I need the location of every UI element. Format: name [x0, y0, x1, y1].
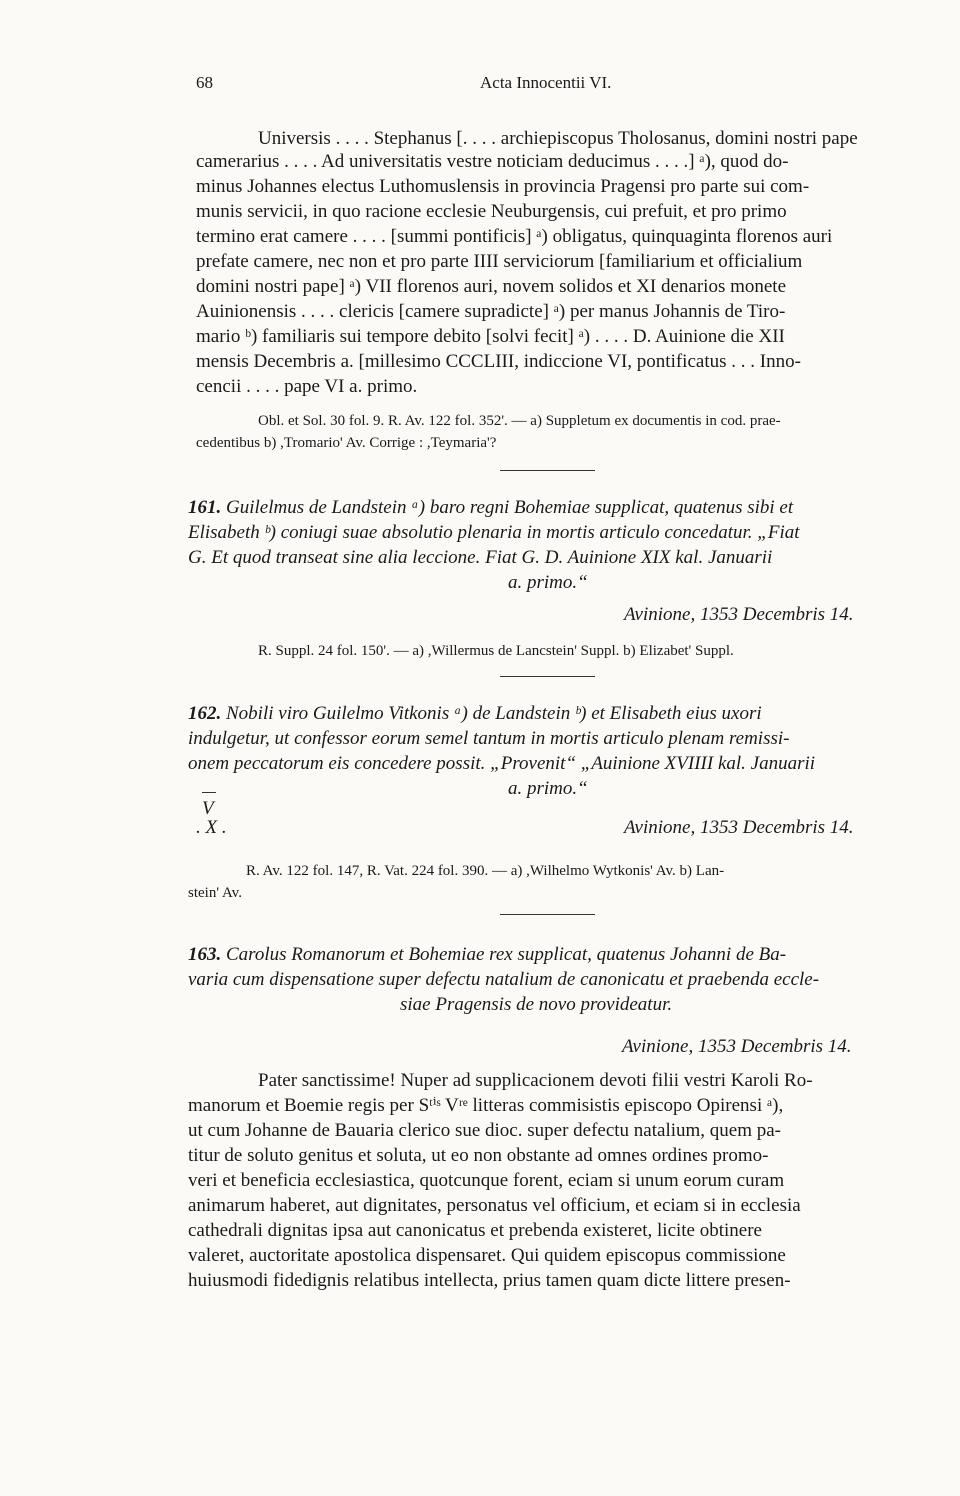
- doc162-margin-x: . X .: [196, 817, 227, 838]
- doc160-line: domini nostri pape] ᵃ) VII florenos auri, novem solidos et XI denarios monete: [196, 276, 787, 297]
- doc162-footnote: stein' Av.: [188, 885, 242, 901]
- doc160-line: minus Johannes electus Luthomuslensis in provincia Pragensi pro parte sui com-: [196, 176, 810, 197]
- doc163-regest-line: Carolus Romanorum et Bohemiae rex supplicat, quatenus Johanni de Ba-: [226, 944, 787, 965]
- doc162-regest-line: Nobili viro Guilelmo Vitkonis ᵃ) de Landstein ᵇ) et Elisabeth eius uxori: [226, 703, 762, 724]
- doc162-regest-line: onem peccatorum eis concedere possit. „Provenit“ „Auinione XVIIII kal. Januarii: [188, 753, 816, 774]
- doc161-regest-line: G. Et quod transeat sine alia leccione. Fiat G. D. Auinione XIX kal. Januarii: [188, 547, 773, 568]
- doc163-body-line: cathedrali dignitas ipsa aut canonicatus et prebenda existeret, licite obtinere: [188, 1220, 762, 1241]
- section-divider: [500, 470, 595, 471]
- doc163-body-line: huiusmodi fidedignis relatibus intellecta, prius tamen quam dicte littere presen-: [188, 1270, 791, 1291]
- doc162-regest-end: a. primo.“: [508, 778, 588, 799]
- doc160-line: cencii . . . . pape VI a. primo.: [196, 376, 418, 397]
- doc160-line: termino erat camere . . . . [summi pontificis] ᵃ) obligatus, quinquaginta florenos auri: [196, 226, 833, 247]
- doc160-line: prefate camere, nec non et pro parte IIII serviciorum [familiarium et officialium: [196, 251, 803, 272]
- doc163-body-line: veri et beneficia ecclesiastica, quotcunque forent, eciam si unum eorum curam: [188, 1170, 785, 1191]
- doc162-line: [188, 701, 762, 727]
- doc163-body-line: manorum et Boemie regis per Sᵗⁱˢ Vʳᵉ litteras commisistis episcopo Opirensi ᵃ),: [188, 1095, 784, 1116]
- doc160-footnote: Obl. et Sol. 30 fol. 9. R. Av. 122 fol. 352'. — a) Suppletum ex documentis in cod. prae-: [258, 413, 781, 429]
- doc161-date: Avinione, 1353 Decembris 14.: [624, 604, 854, 625]
- doc163-body-line: ut cum Johanne de Bauaria clerico sue dioc. super defectu natalium, quem pa-: [188, 1120, 781, 1141]
- doc163-number: 163.: [188, 944, 222, 965]
- doc161-line: [188, 495, 793, 521]
- running-title: Acta Innocentii VI.: [480, 73, 612, 92]
- doc163-regest-line: varia cum dispensatione super defectu natalium de canonicatu et praebenda eccle-: [188, 969, 820, 990]
- doc163-body-line: titur de soluto genitus et soluta, ut eo non obstante ad omnes ordines promo-: [188, 1145, 769, 1166]
- doc162-date: Avinione, 1353 Decembris 14.: [624, 817, 854, 838]
- doc163-regest-end: siae Pragensis de novo provideatur.: [400, 994, 673, 1015]
- doc160-line: camerarius . . . . Ad universitatis vestre noticiam deducimus . . . .] ᵃ), quod do-: [196, 151, 789, 172]
- doc161-regest-end: a. primo.“: [508, 572, 588, 593]
- doc160-line: Universis . . . . Stephanus [. . . . archiepiscopus Tholosanus, domini nostri pape: [258, 128, 858, 149]
- doc160-line: munis servicii, in quo racione ecclesie Neuburgensis, cui prefuit, et pro primo: [196, 201, 787, 222]
- section-divider: [500, 676, 595, 677]
- doc162-regest-line: indulgetur, ut confessor eorum semel tantum in mortis articulo plenam remissi-: [188, 728, 790, 749]
- doc161-regest-line: Guilelmus de Landstein ᵃ) baro regni Bohemiae supplicat, quatenus sibi et: [226, 497, 794, 518]
- doc160-footnote: cedentibus b) ,Tromario' Av. Corrige : ,Teymaria'?: [196, 435, 497, 451]
- doc163-body-line: valeret, auctoritate apostolica dispensaret. Qui quidem episcopus commissione: [188, 1245, 786, 1266]
- doc161-number: 161.: [188, 497, 222, 518]
- doc163-date: Avinione, 1353 Decembris 14.: [622, 1036, 852, 1057]
- doc161-footnote: R. Suppl. 24 fol. 150'. — a) ,Willermus de Lancstein' Suppl. b) Elizabet' Suppl.: [258, 643, 734, 659]
- doc163-line: [188, 942, 786, 968]
- doc162-number: 162.: [188, 703, 222, 724]
- doc162-footnote: R. Av. 122 fol. 147, R. Vat. 224 fol. 390. — a) ,Wilhelmo Wytkonis' Av. b) Lan-: [246, 863, 725, 879]
- section-divider: [500, 914, 595, 915]
- doc160-line: mensis Decembris a. [millesimo CCCLIII, indiccione VI, pontificatus . . . Inno-: [196, 351, 801, 372]
- doc163-body-line: Pater sanctissime! Nuper ad supplicacionem devoti filii vestri Karoli Ro-: [258, 1070, 813, 1091]
- doc162-margin-v: V: [202, 798, 214, 819]
- doc160-line: Auinionensis . . . . clericis [camere supradicte] ᵃ) per manus Johannis de Tiro-: [196, 301, 786, 322]
- doc161-regest-line: Elisabeth ᵇ) coniugi suae absolutio plenaria in mortis articulo concedatur. „Fiat: [188, 522, 800, 543]
- page-number: 68: [196, 73, 213, 92]
- doc163-body-line: animarum haberet, aut dignitates, personatus vel officium, et eciam si in ecclesia: [188, 1195, 801, 1216]
- abbreviation-mark: [202, 792, 216, 793]
- doc160-line: mario ᵇ) familiaris sui tempore debito [solvi fecit] ᵃ) . . . . D. Auinione die XII: [196, 326, 785, 347]
